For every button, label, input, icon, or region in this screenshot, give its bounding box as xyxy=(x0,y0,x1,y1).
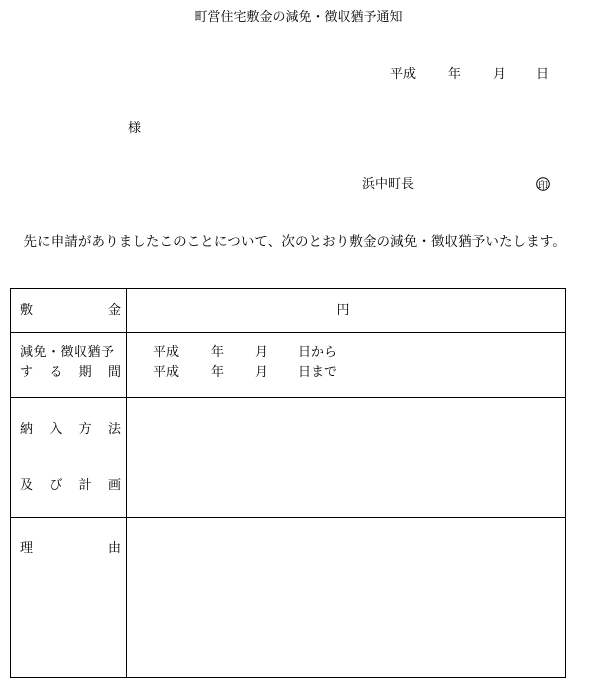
reason-value-cell[interactable] xyxy=(127,518,566,678)
deposit-value-cell[interactable] xyxy=(127,289,566,333)
deposit-label-char-2: 金 xyxy=(107,303,121,318)
reason-label-cell xyxy=(11,518,127,678)
row-period xyxy=(11,333,566,398)
period-to-line: 平成 年 月 日まで xyxy=(153,365,338,380)
document-title: 町営住宅敷金の減免・徴収猶予通知 xyxy=(194,10,403,25)
payment-label-cell xyxy=(11,398,127,518)
deposit-unit: 円 xyxy=(336,303,350,318)
form-table xyxy=(10,288,566,678)
date-era: 平成 xyxy=(390,67,417,82)
reason-label-char-1: 理 xyxy=(20,541,34,556)
period-label-line1: 減免・徴収猶予 xyxy=(20,345,115,360)
reason-label-char-2: 由 xyxy=(107,541,121,556)
payment-value-cell[interactable] xyxy=(127,398,566,518)
seal-mark xyxy=(537,178,547,191)
period-label-cell xyxy=(11,333,127,398)
addressee-suffix: 様 xyxy=(128,121,142,136)
seal-text: 印 xyxy=(538,181,548,192)
payment-label-line1: 納 入 方 法 xyxy=(20,422,121,437)
date-year: 年 xyxy=(448,67,462,82)
period-value-cell[interactable] xyxy=(127,333,566,398)
body-paragraph: 先に申請がありましたこのことについて、次のとおり敷金の減免・徴収猶予いたします。 xyxy=(23,234,566,250)
period-label-line2: す る 期 間 xyxy=(20,365,121,380)
payment-label-line2: 及 び 計 画 xyxy=(20,478,121,493)
row-reason xyxy=(11,518,566,678)
date-month: 月 xyxy=(493,67,507,82)
deposit-label-char-1: 敷 xyxy=(20,303,34,318)
period-from-line: 平成 年 月 日から xyxy=(153,345,338,360)
sender-name: 浜中町長 xyxy=(362,177,415,192)
row-deposit xyxy=(11,289,566,333)
deposit-label-cell xyxy=(11,289,127,333)
date-day: 日 xyxy=(536,67,550,82)
row-payment xyxy=(11,398,566,518)
